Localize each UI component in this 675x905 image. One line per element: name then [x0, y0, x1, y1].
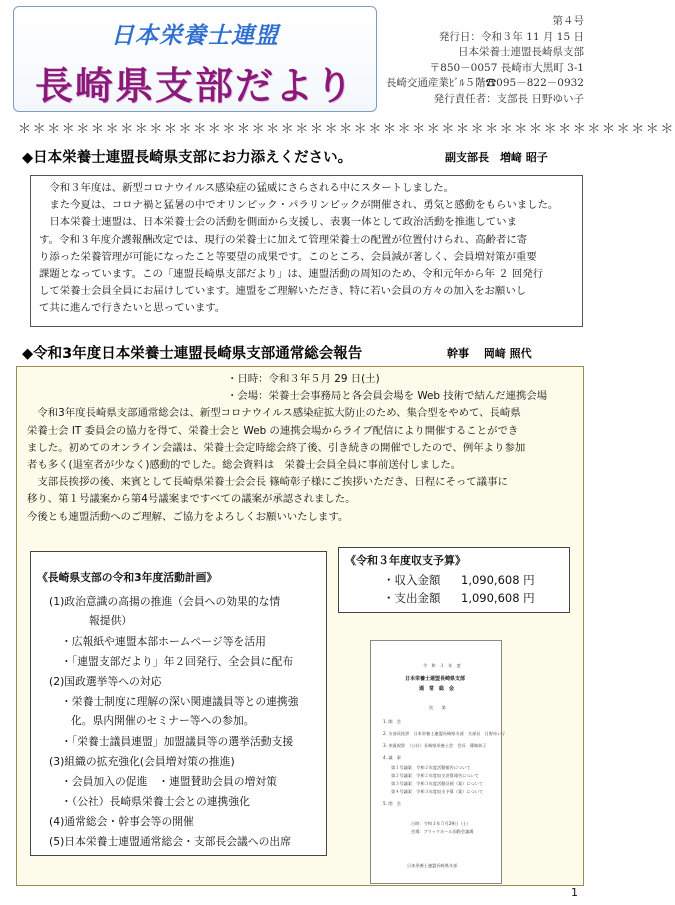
activity-plan — [30, 551, 327, 856]
agenda-item: 第１号議案 令和２年度活動報告について — [391, 765, 471, 770]
plan-item: (5)日本栄養士連盟通常総会・支部長会議への出席 — [49, 835, 292, 848]
agenda-item: 第４号議案 令和３年度収支予算（案）について — [391, 789, 484, 794]
article2-line: 栄養士会 IT 委員会の協力を得て、栄養士会と Web の連携会場からライブ配信により開催することができ — [27, 424, 519, 437]
plan-title: 《長崎県支部の令和3年度活動計画》 — [37, 571, 218, 584]
building-phone: 長崎交通産業ﾋﾞﾙ５階☎095－822－0932 — [385, 77, 584, 89]
article1-line: 課題となっています。この「連盟長崎県支部だより」は、連盟活動の周知のため、令和元年から年 ２ 回発行 — [39, 268, 544, 281]
article2-line: ました。初めてのオンライン会議は、栄養士会定時総会終了後、引き続きの開催でしたので、例年より参加 — [27, 441, 526, 454]
article2-line: 令和3年度長崎県支部通常総会は、新型コロナウイルス感染症拡大防止のため、集合型をやめて、長崎県 — [37, 407, 521, 420]
agenda-title1: 日本栄養士連盟長崎県支部 — [405, 676, 466, 682]
article1-line: また今夏は、コロナ禍と猛暑の中でオリンピック・パラリンピックが開催され、勇気と感動をもらいました。 — [49, 199, 559, 212]
article1-line: す。令和３年度介護報酬改定では、現行の栄養士に加えて管理栄養士の配置が位置付けられ、高齢者に寄 — [39, 233, 528, 246]
article1-line: り添った栄養管理が可能になったこと等要望の成果です。このところ、会員減が著しく、会員増対策が重要 — [39, 250, 537, 263]
masthead-title: 長崎県支部だより — [34, 63, 355, 108]
publisher: 日本栄養士連盟長崎県支部 — [458, 46, 584, 58]
agenda-item: 2. 支部長挨拶 日本栄養士連盟長崎県支部 支部長 日野ゆい子 — [383, 731, 506, 736]
plan-item: (3)組織の拡充強化(会員増対策の推進) — [49, 755, 235, 768]
plan-item: 報提供） — [89, 614, 133, 627]
publication-info — [374, 14, 584, 107]
article1-line: 日本栄養士連盟は、日本栄養士会の活動を側面から支援し、表裏一体として政治活動を推進していま — [49, 216, 517, 229]
agenda-place: 会場：ブリックホール国際会議場 — [411, 829, 474, 834]
article2-byline: 幹事 岡﨑 照代 — [447, 347, 532, 360]
agenda-title2: 通 常 総 会 — [419, 686, 455, 692]
income-label: ・収入金額 — [383, 573, 441, 587]
plan-item: 化。県内開催のセミナー等への参加。 — [71, 714, 255, 727]
meeting-venue: ・会場：栄養士会事務局と各会員会場を Web 技術で結んだ連携会場 — [227, 390, 548, 403]
page-number: 1 — [571, 886, 578, 899]
agenda-order: 次 第 — [429, 705, 446, 710]
plan-item: ・「栄養士議員連盟」加盟議員等の選挙活動支援 — [61, 735, 294, 748]
article2-heading: ◆令和3年度日本栄養士連盟長崎県支部通常総会報告 — [22, 346, 363, 362]
plan-item: (4)通常総会・幹事会等の開催 — [49, 815, 194, 828]
article2-line: 今後とも連盟活動へのご理解、ご協力をよろしくお願いいたします。 — [27, 510, 349, 523]
agenda-item: 第２号議案 令和２年度収支決算報告について — [391, 773, 479, 778]
plan-item: ・（公社）長崎県栄養士会との連携強化 — [61, 795, 250, 808]
plan-item: ・栄養士制度に理解の深い関連議員等との連携強 — [61, 695, 299, 708]
issue-number: 第４号 — [552, 15, 584, 27]
article1-byline: 副支部長 増﨑 昭子 — [445, 151, 548, 164]
agenda-item: 5. 閉 会 — [383, 801, 401, 806]
agenda-document-thumbnail — [370, 640, 506, 884]
article2-line: 支部長挨拶の後、来賓として長崎県栄養士会会長 篠崎彰子様にご挨拶いただき、日程にそって議事に — [37, 476, 508, 489]
agenda-year: 令 和 ３ 年 度 — [423, 663, 461, 668]
masthead-org: 日本栄養士連盟 — [111, 22, 279, 49]
plan-item: ・会員加入の促進 ・連盟賛助会員の増対策 — [61, 775, 277, 788]
agenda-item: 3. 来賓祝辞 （公社）長崎県栄養士会 会長 篠崎彰子 — [383, 743, 487, 748]
budget-box — [338, 547, 570, 613]
plan-item: ・広報紙や連盟本部ホームページ等を活用 — [61, 635, 266, 648]
article1-line: して栄養士会員全員にお届けしています。連盟をご理解いただき、特に若い会員の方々の加入をお願いし — [39, 285, 527, 298]
masthead — [13, 6, 377, 112]
agenda-item: 4. 議 事 — [383, 755, 401, 760]
publish-date: 発行日：令和３年 11 月 15 日 — [438, 30, 584, 43]
budget-title: 《令和３年度収支予算》 — [345, 554, 466, 567]
plan-item: (2)国政選挙等への対応 — [49, 675, 162, 688]
article1-heading: ◆日本栄養士連盟長崎県支部にお力添えください。 — [22, 150, 353, 166]
star-divider: ＊＊＊＊＊＊＊＊＊＊＊＊＊＊＊＊＊＊＊＊＊＊＊＊＊＊＊＊＊＊＊＊＊＊＊＊＊＊＊＊＊＊＊＊＊ — [18, 122, 675, 137]
article2-line: 者も多く(退室者が少なく)感動的でした。総会資料は 栄養士会員全員に事前送付しました。 — [27, 459, 462, 472]
agenda-item: 1. 開 会 — [383, 719, 401, 724]
plan-item: (1)政治意識の高揚の推進（会員への効果的な情 — [49, 595, 281, 608]
income-value: 1,090,608 円 — [461, 573, 535, 587]
postal-address: 〒850－0057 長崎市大黒町 3-1 — [429, 61, 584, 74]
editor: 発行責任者：支部長 日野ゆい子 — [433, 92, 584, 105]
agenda-footer: 日本栄養士連盟長崎県支部 — [407, 863, 458, 868]
expense-value: 1,090,608 円 — [461, 591, 535, 605]
article1-line: 令和３年度は、新型コロナウイルス感染症の猛威にさらされる中にスタートしました。 — [49, 182, 454, 194]
article1-line: て共に進んで行きたいと思っています。 — [39, 302, 226, 315]
expense-label: ・支出金額 — [383, 591, 441, 605]
meeting-date: ・日時：令和３年５月 29 日(土) — [227, 373, 380, 385]
article1-body — [30, 175, 583, 327]
article2-line: 移り、第１号議案から第4号議案まですべての議案が承認されました。 — [27, 493, 356, 506]
plan-item: ・「連盟支部だより」年２回発行、全会員に配布 — [61, 655, 294, 668]
agenda-item: 第３号議案 令和３年度活動計画（案）について — [391, 781, 484, 786]
agenda-date: 日時：令和３年５月29日（土） — [411, 821, 471, 826]
